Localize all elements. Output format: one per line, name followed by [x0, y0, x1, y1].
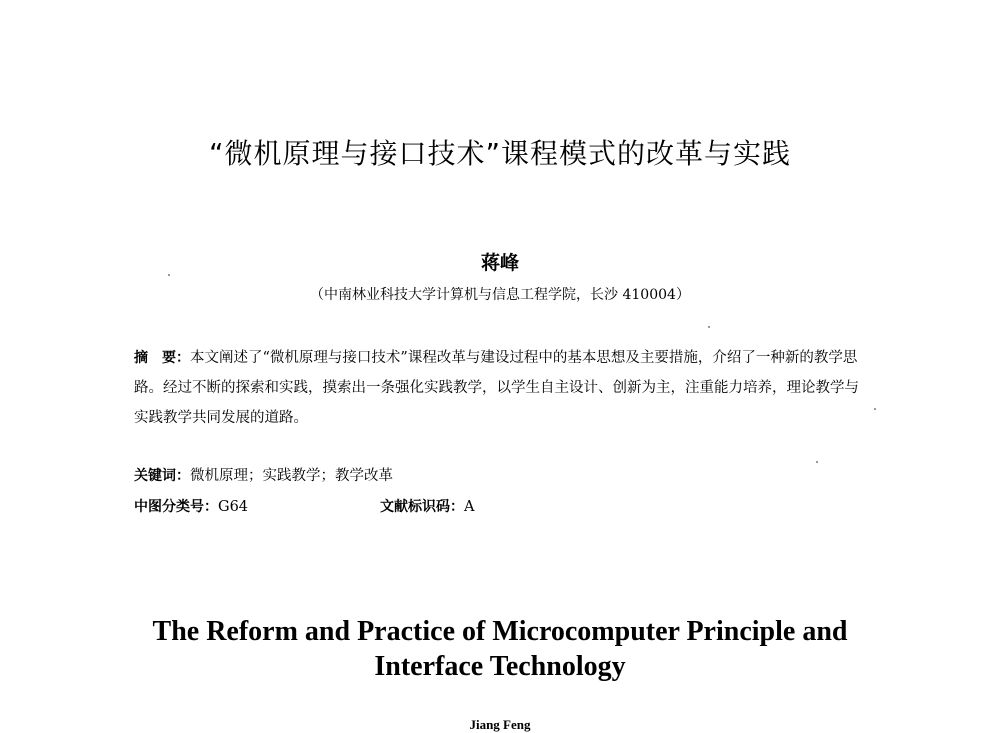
scan-speck	[168, 274, 170, 276]
keywords	[134, 464, 393, 485]
author-affiliation-cn: （中南林业科技大学计算机与信息工程学院，长沙 410004）	[310, 287, 690, 303]
scan-speck	[708, 326, 710, 328]
author-name-en: Jiang Feng	[469, 717, 531, 732]
scan-speck	[874, 408, 876, 410]
classification-line	[134, 496, 734, 516]
paper-title-cn: “微机原理与接口技术”课程模式的改革与实践	[208, 137, 791, 170]
abstract-label: 摘 要：	[134, 350, 190, 366]
paper-title-en-line1: The Reform and Practice of Microcomputer Principle and	[152, 616, 848, 647]
abstract	[134, 343, 872, 433]
paper-title-en	[0, 614, 1000, 684]
doc-code-value: A	[464, 499, 475, 515]
author-name-cn: 蒋峰	[480, 252, 519, 274]
abstract-text: 本文阐述了“微机原理与接口技术”课程改革与建设过程中的基本思想及主要措施，介绍了一种新的教学思路。经过不断的探索和实践，摸索出一条强化实践教学，以学生自主设计、创新为主，注重能力培养，理论教学与实践教学共同发展的道路。	[134, 350, 859, 426]
doc-code-label: 文献标识码：	[380, 499, 464, 515]
keywords-text: 微机原理；实践教学；教学改革	[190, 468, 393, 484]
clc-value: G64	[218, 499, 249, 515]
document-code	[380, 496, 474, 516]
clc-label: 中图分类号：	[134, 499, 218, 515]
paper-title-en-line2: Interface Technology	[374, 651, 626, 682]
scan-speck	[816, 461, 818, 463]
keywords-label: 关键词：	[134, 468, 190, 484]
